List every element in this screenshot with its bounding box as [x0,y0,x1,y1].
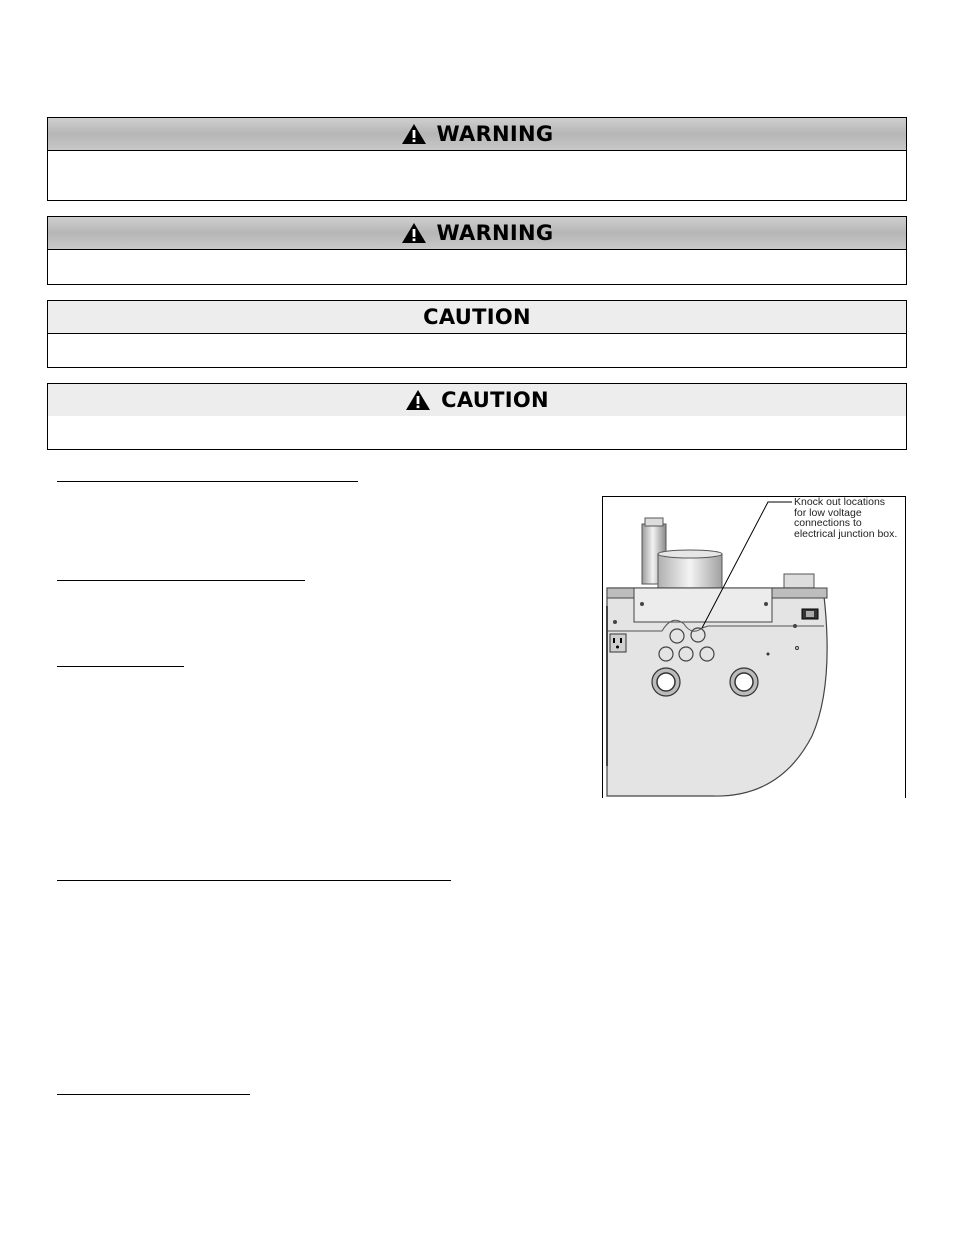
caution-header [48,301,906,334]
callout-line: connections to [794,517,862,529]
caution-header [48,384,906,416]
section-heading-rule [57,481,358,482]
callout-line: Knock out locations [794,496,886,508]
caution-notice [47,383,907,450]
callout-line: for low voltage [794,506,862,519]
section-heading-rule [57,580,305,581]
warning-notice [47,117,907,201]
section-heading-rule [57,1094,250,1095]
section-heading-rule [57,880,451,881]
callout-line: electrical junction box. [794,527,898,540]
junction-box-figure [602,496,906,798]
caution-label: CAUTION [441,388,549,412]
warning-label: WARNING [436,221,554,245]
caution-label: CAUTION [423,305,531,329]
callout-text [794,497,897,539]
warning-header [48,118,906,151]
warning-header [48,217,906,250]
section-heading-rule [57,666,184,667]
warning-triangle-icon [405,389,431,411]
warning-notice [47,216,907,285]
caution-notice [47,300,907,368]
warning-triangle-icon [401,123,427,145]
appliance-top-view-drawing [602,496,906,798]
warning-label: WARNING [436,122,554,146]
warning-triangle-icon [401,222,427,244]
